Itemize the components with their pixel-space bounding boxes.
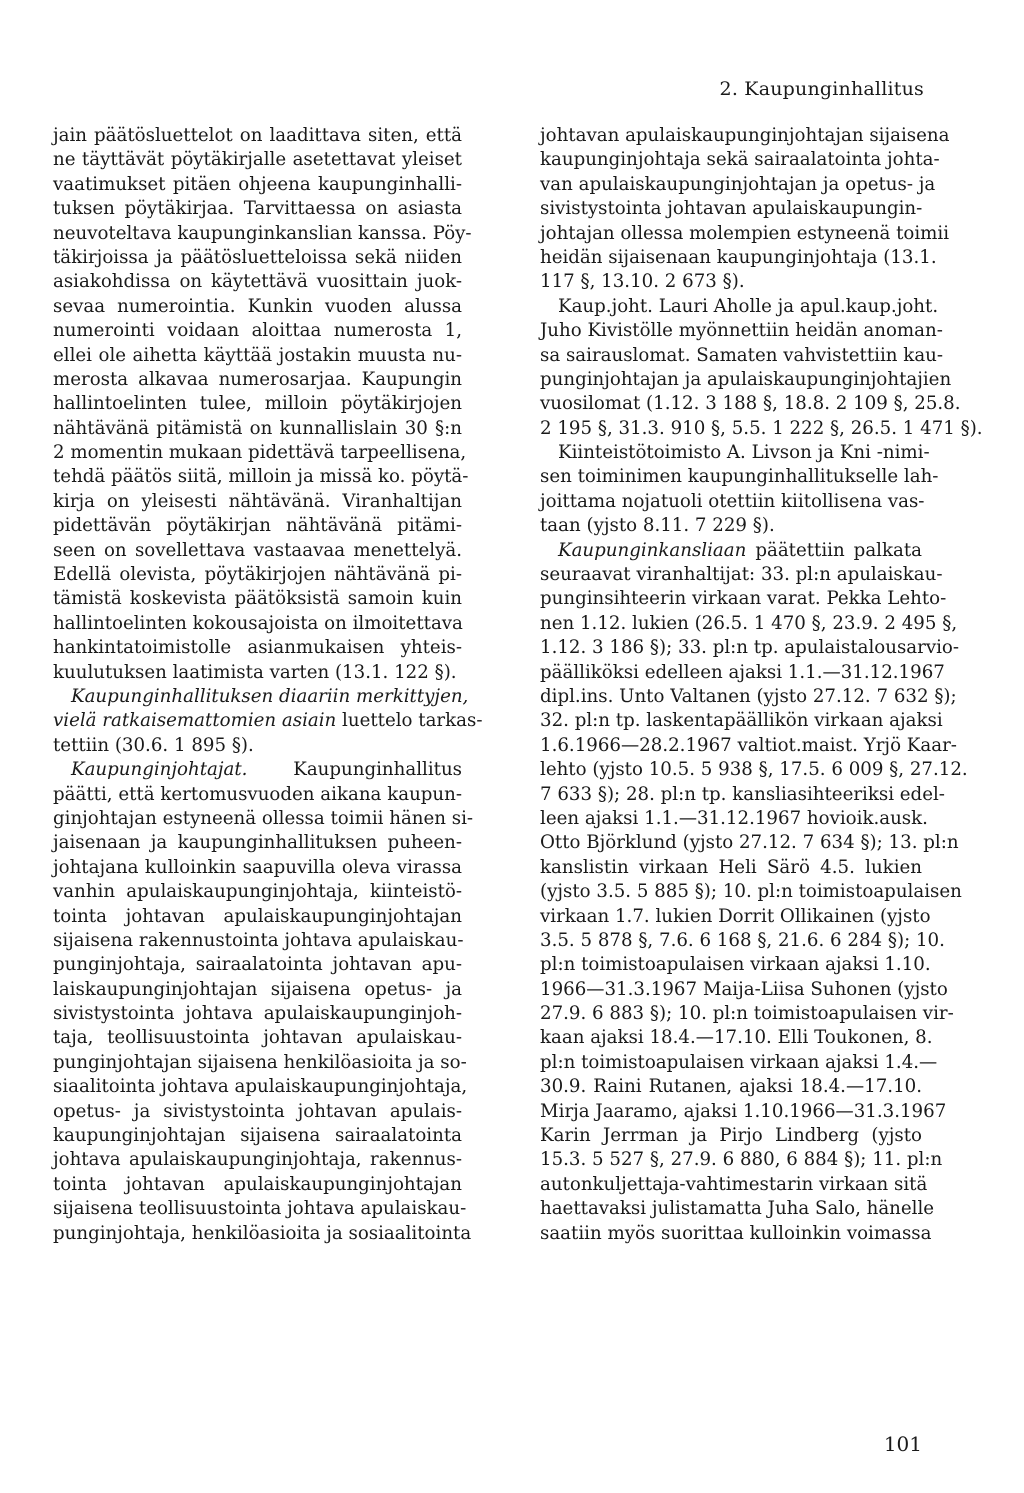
- text-line: numerointi voidaan aloittaa numerosta 1,: [53, 320, 462, 342]
- page-number: 101: [883, 1432, 922, 1456]
- text-line: 32. pl:n tp. laskentapäällikön virkaan ajaksi: [540, 710, 943, 732]
- diaari-line: [53, 709, 483, 733]
- text-line: johtava apulaiskaupunginjohtaja, rakennus-: [53, 1149, 462, 1171]
- text-line: hallintoelinten tulee, milloin pöytäkirjojen: [53, 393, 462, 415]
- text-line: sijaisena rakennustointa johtava apulaiskau-: [53, 929, 464, 951]
- text-line: 2 momentin mukaan pidettävä tarpeellisena,: [53, 442, 467, 464]
- text-line: päälliköksi edelleen ajaksi 1.1.—31.12.1967: [540, 661, 945, 683]
- text-line: saatiin myös suorittaa kulloinkin voimassa: [540, 1222, 932, 1244]
- text-line: kaupunginjohtaja sekä sairaalatointa johta-: [540, 149, 940, 171]
- text-line: ginjohtajan estyneenä ollessa toimii hänen si-: [53, 807, 474, 829]
- text-line: hallintoelinten kokousajoista on ilmoitettava: [53, 612, 463, 634]
- text-line: punginsihteerin virkaan varat. Pekka Lehto-: [540, 588, 947, 610]
- text-line: asiakohdissa on käytettävä vuosittain juok-: [53, 271, 462, 293]
- text-line: 1.6.1966—28.2.1967 valtiot.maist. Yrjö Kaar-: [540, 734, 957, 756]
- text-line: 7 633 §); 28. pl:n tp. kansliasihteeriksi edel-: [540, 783, 945, 805]
- text-line: seuraavat viranhaltijat: 33. pl:n apulaiskau-: [540, 564, 943, 586]
- running-header: 2. Kaupunginhallitus: [719, 78, 924, 100]
- text-line: siaalitointa johtava apulaiskaupunginjohtaja,: [53, 1076, 468, 1098]
- text-line: heidän sijaisenaan kaupunginjohtaja (13.1.: [540, 246, 937, 268]
- text-line: 27.9. 6 883 §); 10. pl:n toimistoapulaisen vir-: [540, 1003, 954, 1025]
- text-line: Karin Jerrman ja Pirjo Lindberg (yjsto: [540, 1125, 922, 1147]
- text-line: tointa johtavan apulaiskaupunginjohtajan: [53, 905, 462, 927]
- text-line: punginjohtajan sijaisena henkilöasioita ja so-: [53, 1051, 467, 1073]
- text-line: autonkuljettaja-vahtimestarin virkaan sitä: [540, 1173, 928, 1195]
- text-line: kirja on yleisesti nähtävänä. Viranhaltijan: [53, 490, 462, 512]
- text-line: sevaa numerointia. Kunkin vuoden alussa: [53, 295, 462, 317]
- text-line: haettavaksi julistamatta Juha Salo, hänelle: [540, 1198, 935, 1220]
- text-line: täkirjoissa ja päätösluetteloissa sekä niiden: [53, 246, 462, 268]
- text-line: vaatimukset pitäen ohjeena kaupunginhalli-: [53, 173, 462, 195]
- diaari-italic: Kaupunginhallituksen diaariin merkittyjen,: [71, 685, 469, 707]
- text-line: 117 §, 13.10. 2 673 §).: [540, 271, 745, 293]
- text-line: päätti, että kertomusvuoden aikana kaupun-: [53, 783, 462, 805]
- diaari-line: tettiin (30.6. 1 895 §).: [53, 734, 254, 756]
- kaupunginjohtajat-heading-line: [53, 758, 462, 782]
- text-line: jain päätösluettelot on laadittava siten, että: [53, 125, 462, 146]
- text-line: tehdä päätös siitä, milloin ja missä ko. pöytä-: [53, 466, 469, 488]
- text-line: 30.9. Raini Rutanen, ajaksi 18.4.—17.10.: [540, 1076, 922, 1098]
- text-line: pidettävän pöytäkirjan nähtävänä pitämi-: [53, 515, 462, 537]
- text-line: 1.12. 3 186 §); 33. pl:n tp. apulaistalousarvio-: [540, 637, 960, 659]
- text-line: 15.3. 5 527 §, 27.9. 6 880, 6 884 §); 11. pl:n: [540, 1149, 943, 1171]
- text-line: johtavan apulaiskaupunginjohtajan sijaisena: [540, 125, 950, 146]
- text-line: nen 1.12. lukien (26.5. 1 470 §, 23.9. 2 495 §,: [540, 612, 958, 634]
- text-line: kaupunginjohtajan sijaisena sairaalatointa: [53, 1125, 462, 1147]
- kaupunginkanslia-heading-line: [540, 539, 922, 563]
- text-line: laiskaupunginjohtajan sijaisena opetus- ja: [53, 978, 462, 1000]
- text-line: sen toiminimen kaupunginhallitukselle lah-: [540, 466, 939, 488]
- text-line: sivistystointa johtava apulaiskaupunginjoh-: [53, 1003, 462, 1025]
- kaupunginjohtajat-heading: Kaupunginjohtajat.: [71, 759, 248, 781]
- text-line: hankintatoimistolle asianmukaisen yhteis-: [53, 637, 462, 659]
- text-line: vanhin apulaiskaupunginjohtaja, kiinteistö-: [53, 881, 462, 903]
- text-line: tointa johtavan apulaiskaupunginjohtajan: [53, 1173, 462, 1195]
- text-line: kuulutuksen laatimista varten (13.1. 122 §).: [53, 661, 457, 683]
- text-line: johtajana kulloinkin saapuvilla oleva virassa: [53, 856, 462, 878]
- text-line: johtajan ollessa molempien estyneenä toimii: [540, 222, 950, 244]
- diaari-text: luettelo tarkas-: [336, 710, 483, 732]
- text-line: pl:n toimistoapulaisen virkaan ajaksi 1.4.—: [540, 1051, 938, 1073]
- text-line: ellei ole aihetta käyttää jostakin muusta nu-: [53, 344, 462, 366]
- text-line: seen on sovellettava vastaavaa menettelyä.: [53, 539, 462, 561]
- text-line: pl:n toimistoapulaisen virkaan ajaksi 1.10.: [540, 954, 931, 976]
- text-line: 3.5. 5 878 §, 7.6. 6 168 §, 21.6. 6 284 §); 10.: [540, 929, 945, 951]
- diaari-italic: vielä ratkaisemattomien asiain: [53, 710, 337, 732]
- text-line: merosta alkavaa numerosarjaa. Kaupungin: [53, 368, 462, 390]
- kaupunginkanslia-text: päätettiin palkata: [746, 539, 922, 561]
- text-line: vuosilomat (1.12. 3 188 §, 18.8. 2 109 §, 25.8.: [540, 393, 961, 415]
- text-line: (yjsto 3.5. 5 885 §); 10. pl:n toimistoapulaisen: [540, 881, 962, 903]
- left-column: [53, 124, 483, 1246]
- text-line: Kaup.joht. Lauri Aholle ja apul.kaup.joht.: [558, 295, 939, 317]
- text-line: sijaisena teollisuustointa johtava apulaiskau-: [53, 1198, 467, 1220]
- text-line: opetus- ja sivistystointa johtavan apulais-: [53, 1100, 462, 1122]
- text-line: punginjohtaja, henkilöasioita ja sosiaalitointa: [53, 1222, 472, 1244]
- text-line: taja, teollisuustointa johtavan apulaiskau-: [53, 1027, 462, 1049]
- text-line: lehto (yjsto 10.5. 5 938 §, 17.5. 6 009 §, 27.12.: [540, 759, 968, 781]
- kaupunginjohtajat-text: Kaupunginhallitus: [247, 759, 462, 781]
- text-line: ne täyttävät pöytäkirjalle asetettavat yleiset: [53, 149, 462, 171]
- text-line: sivistystointa johtavan apulaiskaupungin-: [540, 198, 923, 220]
- text-line: joittama nojatuoli otettiin kiitollisena vas-: [540, 490, 925, 512]
- text-line: Edellä olevista, pöytäkirjojen nähtävänä pi-: [53, 564, 462, 586]
- text-line: Kiinteistötoimisto A. Livson ja Kni -nimi-: [558, 442, 930, 464]
- text-line: leen ajaksi 1.1.—31.12.1967 hovioik.ausk.: [540, 807, 928, 829]
- text-line: punginjohtajan ja apulaiskaupunginjohtajien: [540, 368, 952, 390]
- text-line: punginjohtaja, sairaalatointa johtavan apu-: [53, 954, 462, 976]
- kaupunginkanslia-heading: Kaupunginkansliaan: [558, 539, 747, 561]
- text-line: 1966—31.3.1967 Maija-Liisa Suhonen (yjsto: [540, 978, 948, 1000]
- text-line: van apulaiskaupunginjohtajan ja opetus- ja: [540, 173, 936, 195]
- text-line: tuksen pöytäkirjaa. Tarvittaessa on asiasta: [53, 198, 462, 220]
- text-line: dipl.ins. Unto Valtanen (yjsto 27.12. 7 632 §);: [540, 685, 957, 707]
- diaari-line: [53, 685, 469, 709]
- text-line: Juho Kivistölle myönnettiin heidän anoman-: [540, 320, 943, 342]
- text-line: Otto Björklund (yjsto 27.12. 7 634 §); 13. pl:n: [540, 832, 959, 854]
- text-line: Mirja Jaaramo, ajaksi 1.10.1966—31.3.1967: [540, 1100, 947, 1122]
- right-column: [540, 124, 983, 1246]
- text-line: virkaan 1.7. lukien Dorrit Ollikainen (yjsto: [540, 905, 931, 927]
- text-line: 2 195 §, 31.3. 910 §, 5.5. 1 222 §, 26.5. 1 471 §).: [540, 417, 983, 439]
- text-line: jaisenaan ja kaupunginhallituksen puheen-: [53, 832, 462, 854]
- text-line: sa sairauslomat. Samaten vahvistettiin kau-: [540, 344, 944, 366]
- text-line: nähtävänä pitämistä on kunnallislain 30 §:n: [53, 417, 462, 439]
- text-line: taan (yjsto 8.11. 7 229 §).: [540, 515, 775, 537]
- text-line: neuvoteltava kaupunginkanslian kanssa. Pöy-: [53, 222, 472, 244]
- text-line: kanslistin virkaan Heli Särö 4.5. lukien: [540, 856, 922, 878]
- text-line: tämistä koskevista päätöksistä samoin kuin: [53, 588, 462, 610]
- text-line: kaan ajaksi 18.4.—17.10. Elli Toukonen, 8.: [540, 1027, 933, 1049]
